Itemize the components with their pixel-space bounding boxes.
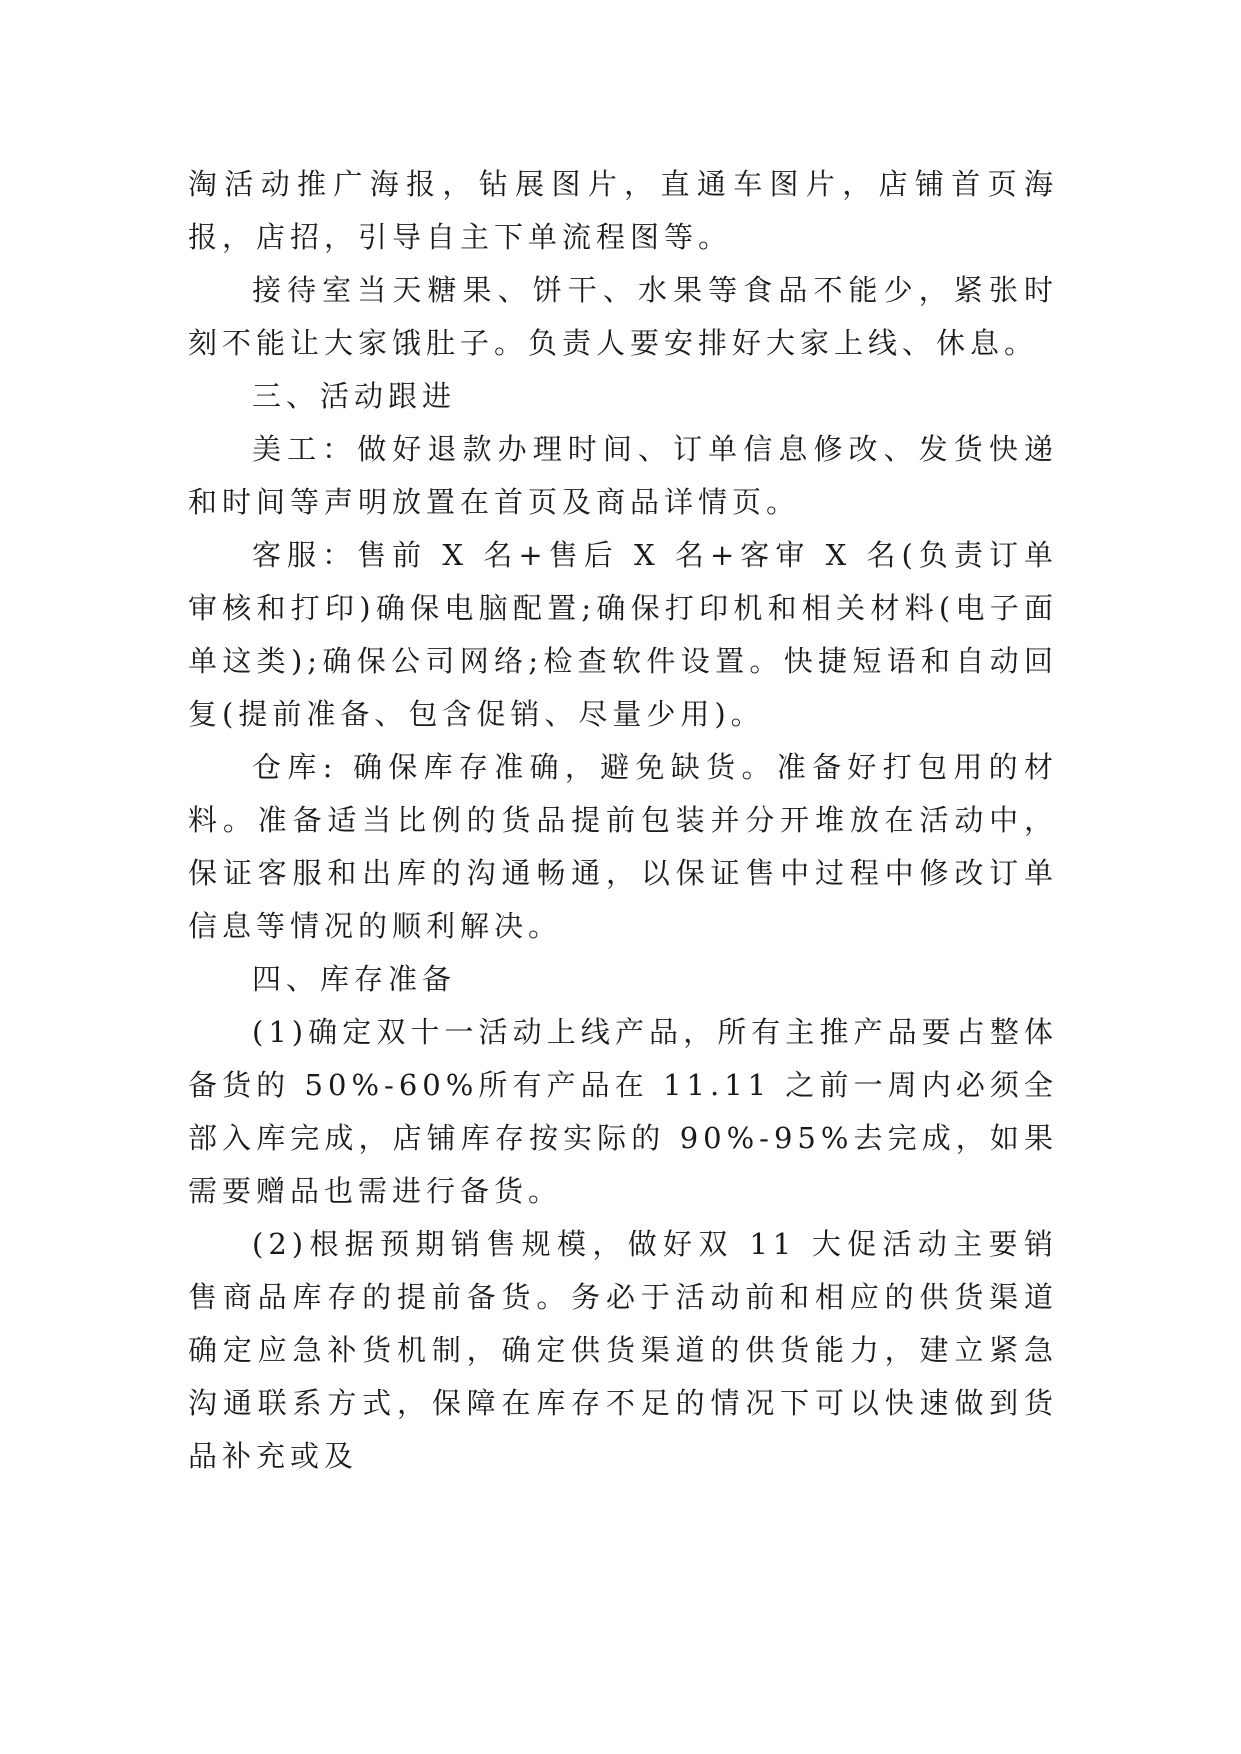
paragraph-warehouse: 仓库: 确保库存准确，避免缺货。准备好打包用的材料。准备适当比例的货品提前包装并分开堆放在活动中，保证客服和出库的沟通畅通，以保证售中过程中修改订单信息等情况的顺利解决。 <box>188 750 1058 943</box>
paragraph-customer-service: 客服：售前 X 名+售后 X 名+客审 X 名(负责订单审核和打印)确保电脑配置;确保打印机和相关材料(电子面单这类);确保公司网络;检查软件设置。快捷短语和自动回复(提前准备、包含促销、尽量少用)。 <box>188 538 1058 731</box>
section-heading-activity-follow-up: 三、活动跟进 <box>252 379 457 413</box>
paragraph-inventory-item-1: (1)确定双十一活动上线产品，所有主推产品要占整体备货的 50%-60%所有产品在 11.11 之前一周内必须全部入库完成，店铺库存按实际的 90%-95%去完成，如果需要赠品也需进行备货。 <box>188 1015 1058 1208</box>
paragraph-poster-list: 淘活动推广海报，钻展图片，直通车图片，店铺首页海报，店招，引导自主下单流程图等。 <box>188 167 1058 254</box>
paragraph-reception-room: 接待室当天糖果、饼干、水果等食品不能少，紧张时刻不能让大家饿肚子。负责人要安排好大家上线、休息。 <box>188 273 1058 360</box>
section-heading-inventory-preparation: 四、库存准备 <box>252 962 457 996</box>
paragraph-inventory-item-2: (2)根据预期销售规模，做好双 11 大促活动主要销售商品库存的提前备货。务必于活动前和相应的供货渠道确定应急补货机制，确定供货渠道的供货能力，建立紧急沟通联系方式，保障在库存不足的情况下可以快速做到货品补充或及 <box>188 1227 1058 1473</box>
paragraph-designer: 美工：做好退款办理时间、订单信息修改、发货快递和时间等声明放置在首页及商品详情页。 <box>188 432 1058 519</box>
document-body <box>188 158 1058 1483</box>
